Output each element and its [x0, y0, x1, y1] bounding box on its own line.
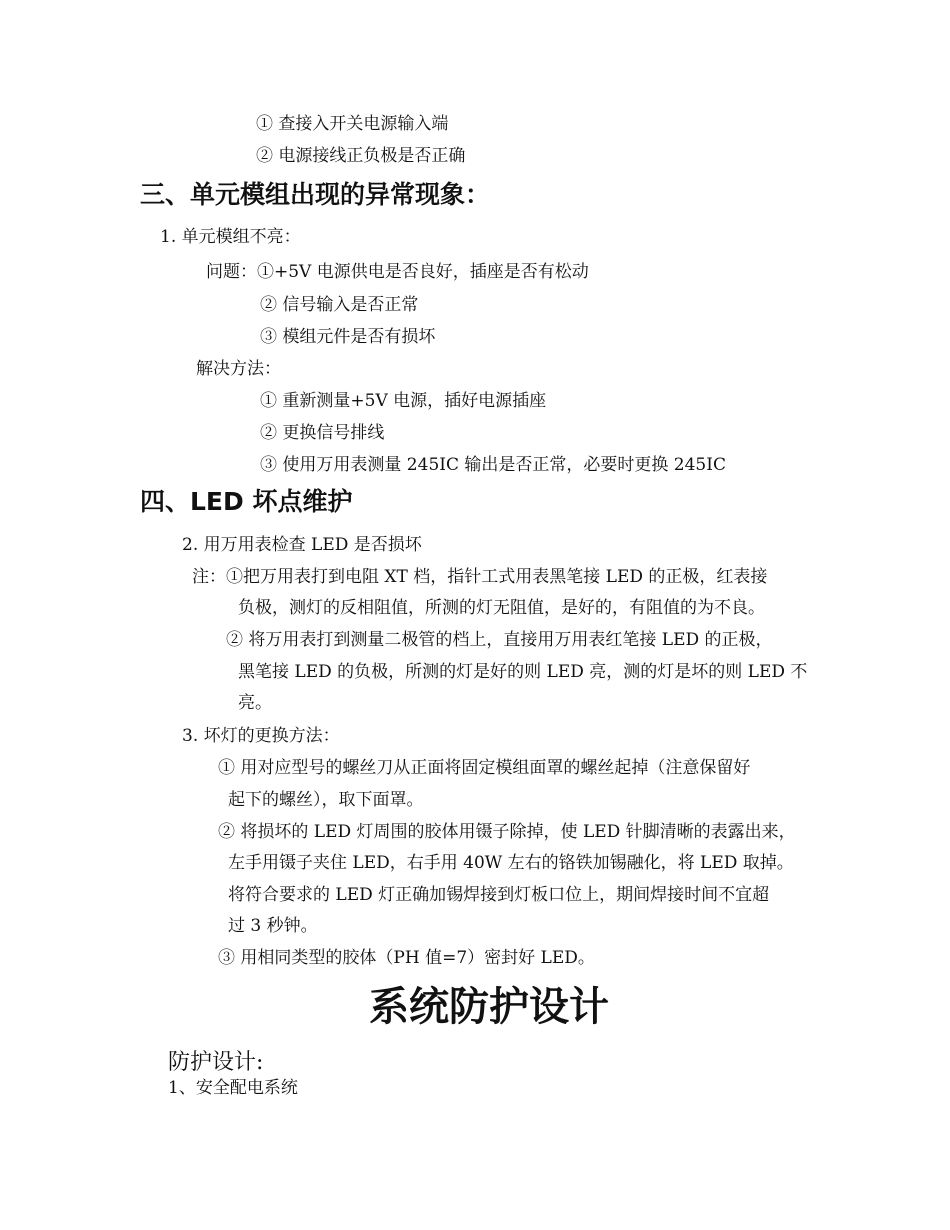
solution-line-2: ② 更换信号排线 [260, 423, 385, 443]
section4-item2-title: 2. 用万用表检查 LED 是否损坏 [182, 535, 422, 555]
check-item-2: ② 电源接线正负极是否正确 [256, 146, 466, 166]
replace-line-3: ② 将损坏的 LED 灯周围的胶体用镊子除掉，使 LED 针脚清晰的表露出来， [218, 822, 796, 842]
note-line-1: 注：①把万用表打到电阻 XT 档，指针工式用表黑笔接 LED 的正极，红表接 [192, 567, 768, 587]
replace-line-1: ① 用对应型号的螺丝刀从正面将固定模组面罩的螺丝起掉（注意保留好 [218, 758, 751, 778]
problem-line-1: 问题：①+5V 电源供电是否良好，插座是否有松动 [206, 262, 589, 282]
replace-line-6: 过 3 秒钟。 [228, 916, 318, 936]
note-line-4: 黑笔接 LED 的负极，所测的灯是好的则 LED 亮，测的灯是坏的则 LED 不 [238, 662, 808, 682]
problem-line-2: ② 信号输入是否正常 [260, 295, 419, 315]
section4-item3-title: 3. 坏灯的更换方法： [182, 726, 340, 746]
note-line-2: 负极，测灯的反相阻值，所测的灯无阻值，是好的，有阻值的为不良。 [238, 598, 765, 618]
replace-line-4: 左手用镊子夹住 LED，右手用 40W 左右的铬铁加锡融化，将 LED 取掉。 [228, 853, 794, 873]
replace-line-2: 起下的螺丝），取下面罩。 [228, 790, 424, 810]
replace-line-7: ③ 用相同类型的胶体（PH 值=7）密封好 LED。 [218, 948, 595, 968]
solution-line-3: ③ 使用万用表测量 245IC 输出是否正常，必要时更换 245IC [260, 455, 726, 475]
note-line-5: 亮。 [238, 693, 272, 713]
solution-label: 解决方法： [196, 359, 281, 379]
section3-heading: 三、单元模组出现的异常现象： [140, 180, 491, 209]
section4-heading: 四、LED 坏点维护 [140, 487, 353, 516]
system-item-1: 1、安全配电系统 [168, 1078, 298, 1098]
note-line-3: ② 将万用表打到测量二极管的档上，直接用万用表红笔接 LED 的正极， [226, 630, 773, 650]
solution-line-1: ① 重新测量+5V 电源，插好电源插座 [260, 391, 547, 411]
page-title: 系统防护设计 [369, 984, 609, 1030]
replace-line-5: 将符合要求的 LED 灯正确加锡焊接到灯板口位上，期间焊接时间不宜超 [228, 885, 770, 905]
problem-line-3: ③ 模组元件是否有损坏 [260, 327, 436, 347]
section3-item1-title: 1. 单元模组不亮： [160, 227, 301, 247]
subtitle: 防护设计: [168, 1050, 264, 1075]
check-item-1: ① 查接入开关电源输入端 [256, 114, 449, 134]
